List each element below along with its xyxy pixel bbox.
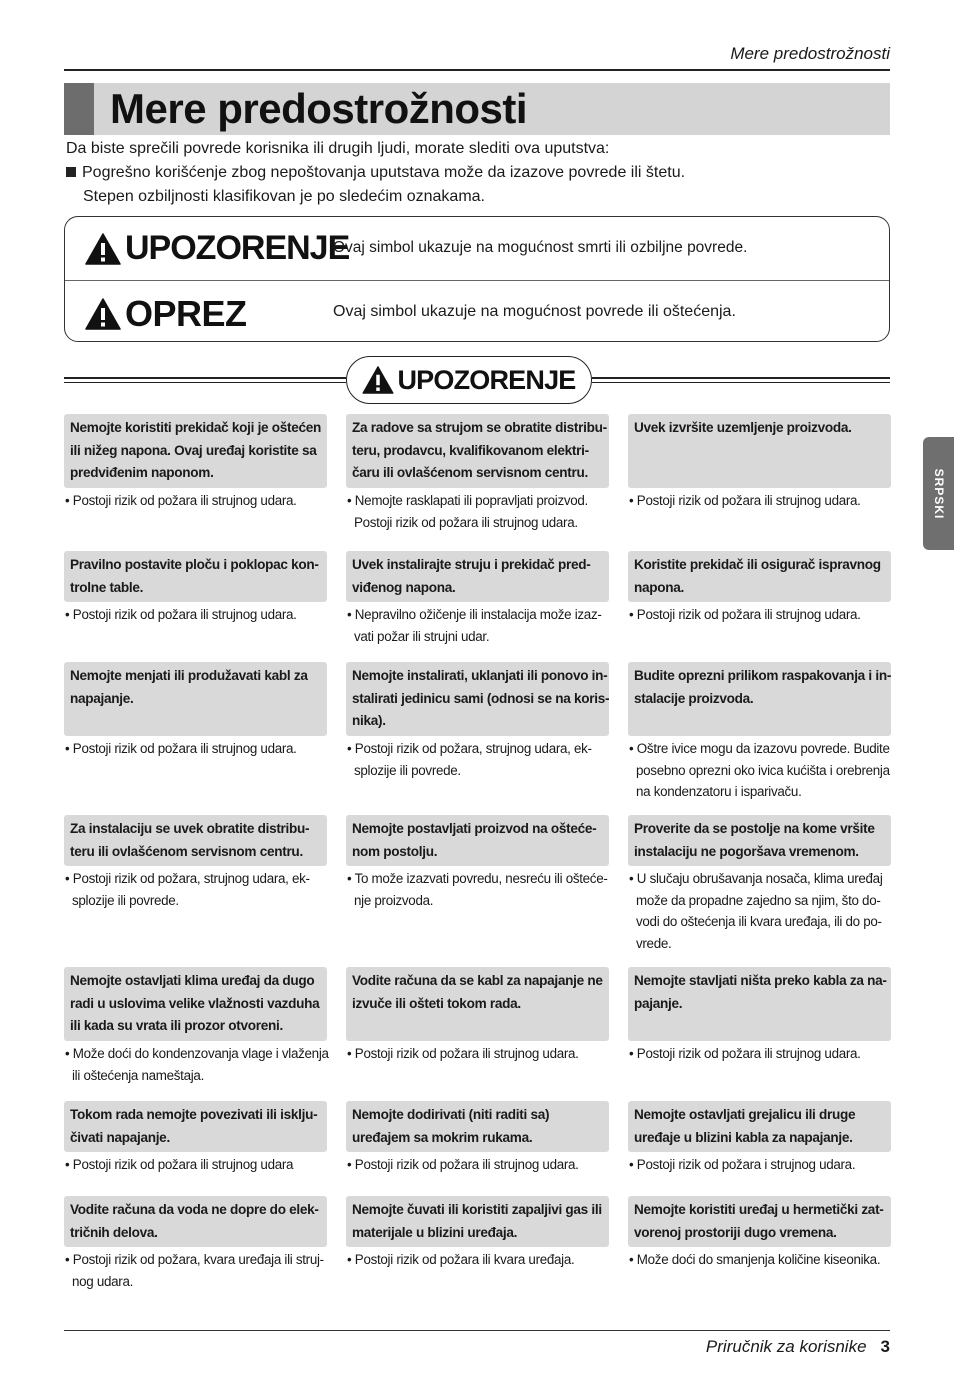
caution-description: Ovaj simbol ukazuje na mogućnost povrede ili oštećenja.	[333, 303, 736, 320]
card-note-line: • Postoji rizik od požara ili strujnog udara.	[65, 493, 297, 508]
card-note-line: Postoji rizik od požara ili strujnog udara.	[354, 514, 578, 530]
card-note	[628, 604, 891, 626]
card-heading	[628, 551, 891, 602]
caution-triangle-icon	[85, 298, 121, 330]
warning-card	[64, 662, 327, 760]
warning-card	[346, 662, 609, 781]
language-side-tab	[923, 437, 954, 550]
card-note-line: • Postoji rizik od požara ili strujnog udara.	[629, 1046, 861, 1061]
intro-line-text: Pogrešno korišćenje zbog nepoštovanja uputstava može da izazove povrede ili štetu.	[82, 164, 686, 181]
card-heading-line: nom postolju.	[352, 843, 438, 859]
card-note-line: splozije ili povrede.	[354, 762, 461, 778]
card-note	[64, 738, 327, 760]
card-note	[628, 868, 891, 954]
warning-card	[64, 1196, 327, 1292]
card-heading	[346, 551, 609, 602]
header-section-title: Mere predostrožnosti	[730, 44, 890, 63]
banner-line-left-thin	[64, 382, 346, 383]
card-note-line: na kondenzatoru i isparivaču.	[636, 784, 802, 799]
card-note-line: • Nepravilno ožičenje ili instalacija može izaz-	[347, 607, 602, 622]
page-number: 3	[880, 1337, 890, 1356]
card-heading-line: napona.	[634, 579, 685, 595]
card-heading-line: viđenog napona.	[352, 579, 456, 595]
card-heading-line: Budite oprezni prilikom raspakovanja i in-	[634, 668, 892, 683]
card-heading-line: teru, prodavcu, kvalifikovanom elektri-	[352, 442, 589, 458]
warning-card	[628, 1196, 891, 1271]
card-heading	[346, 414, 609, 488]
card-heading-line: instalaciju ne pogoršava vremenom.	[634, 843, 859, 859]
warning-label: UPOZORENJE	[125, 229, 350, 267]
card-heading-line: stalacije proizvoda.	[634, 690, 754, 706]
card-note	[628, 738, 891, 803]
card-note-line: • U slučaju obrušavanja nosača, klima uređaj	[629, 871, 883, 886]
card-heading	[628, 414, 891, 488]
card-heading-line: Nemojte postavljati proizvod na oštećе-	[352, 821, 597, 836]
card-heading-line: vorenoj prostoriji dugo vremena.	[634, 1224, 837, 1240]
card-heading-line: ili nižeg napona. Ovaj uređaj koristite sa	[70, 442, 317, 458]
card-heading-line: Nemojte menjati ili produžavati kabl za	[70, 668, 308, 683]
card-note	[346, 1043, 609, 1065]
card-heading-line: Vodite računa da voda ne dopre do elek-	[70, 1202, 319, 1217]
warning-card	[346, 551, 609, 647]
card-heading-line: Nemojte dodirivati (niti raditi sa)	[352, 1107, 550, 1122]
card-heading-line: uređajem sa mokrim rukama.	[352, 1129, 533, 1145]
title-bar	[64, 83, 890, 135]
card-note	[64, 604, 327, 626]
card-heading	[64, 551, 327, 602]
card-heading-line: Nemojte ostavljati klima uređaj da dugo	[70, 973, 315, 988]
card-heading	[346, 662, 609, 736]
card-note-line: • Nemojte rasklapati ili popravljati proizvod.	[347, 493, 588, 508]
warning-card	[346, 967, 609, 1065]
language-label: SRPSKI	[931, 468, 946, 519]
card-heading-line: Nemojte koristiti prekidač koji je oštećen	[70, 420, 322, 435]
card-heading-line: Nemojte stavljati ništa preko kabla za na-	[634, 973, 887, 988]
card-note	[64, 868, 327, 911]
card-heading-line: Uvek instalirajte struju i prekidač pred-	[352, 557, 591, 572]
card-heading-line: Proverite da se postolje na kome vršite	[634, 821, 875, 836]
card-note	[628, 490, 891, 512]
card-note	[628, 1249, 891, 1271]
warning-description: Ovaj simbol ukazuje na mogućnost smrti ili ozbiljne povrede.	[333, 239, 748, 256]
legend-row-warning	[65, 217, 889, 280]
warning-card	[628, 662, 891, 803]
card-heading	[628, 1101, 891, 1152]
card-heading-line: Tokom rada nemojte povezivati ili isklju-	[70, 1107, 318, 1122]
card-note	[346, 738, 609, 781]
card-heading-line: čaru ili ovlašćenom servisnom centru.	[352, 465, 588, 480]
card-heading	[64, 967, 327, 1041]
intro	[66, 137, 685, 209]
card-heading	[346, 815, 609, 866]
warning-card	[64, 967, 327, 1086]
footer	[706, 1337, 890, 1357]
card-heading	[628, 967, 891, 1041]
card-note-line: vodi do oštećenja ili kvara uređaja, ili do po-	[636, 914, 882, 929]
card-note-line: • Može doći do kondenzovanja vlage i vlaženja	[65, 1046, 329, 1061]
card-note	[346, 1154, 609, 1176]
card-note-line: nje proizvoda.	[354, 892, 434, 908]
card-heading	[346, 1101, 609, 1152]
card-note-line: nog udara.	[72, 1273, 134, 1289]
card-note-line: • Postoji rizik od požara ili strujnog udara.	[347, 1157, 579, 1172]
banner-line-right	[592, 377, 890, 379]
warning-card	[346, 815, 609, 911]
card-heading-line: Za instalaciju se uvek obratite distribu-	[70, 821, 310, 836]
warning-card	[346, 414, 609, 533]
card-note-line: • Postoji rizik od požara, strujnog udara, ek-	[65, 871, 310, 886]
card-heading	[346, 1196, 609, 1247]
card-note	[64, 1043, 327, 1086]
warning-card	[628, 551, 891, 626]
warning-card	[628, 414, 891, 512]
card-heading	[628, 1196, 891, 1247]
card-heading-line: radi u uslovima velike vlažnosti vazduha	[70, 995, 320, 1011]
card-heading-line: Za radove sa strujom se obratite distribu-	[352, 420, 607, 435]
card-heading-line: uređaje u blizini kabla za napajanje.	[634, 1129, 853, 1145]
legend-box	[64, 216, 890, 342]
card-heading-line: nika).	[352, 713, 386, 728]
warning-card	[346, 1196, 609, 1271]
intro-line: Stepen ozbiljnosti klasifikovan je po sledećim oznakama.	[83, 188, 485, 205]
card-note-line: • Postoji rizik od požara ili strujnog udara.	[65, 741, 297, 756]
card-note	[346, 868, 609, 911]
warning-card	[628, 815, 891, 954]
card-heading-line: stalirati jedinicu sami (odnosi se na koris-	[352, 690, 610, 706]
card-note-line: • Postoji rizik od požara ili strujnog udara.	[629, 493, 861, 508]
card-heading-line: Nemojte čuvati ili koristiti zapaljivi gas ili	[352, 1202, 602, 1217]
intro-line-bulleted	[66, 161, 685, 185]
card-note-line: posebno oprezni oko ivica kućišta i orebrenja	[636, 762, 890, 778]
card-note-line: može da propadne zajedno sa njim, što do-	[636, 892, 881, 908]
warning-card	[64, 551, 327, 626]
card-heading-line: napajanje.	[70, 690, 134, 706]
legend-row-caution	[65, 281, 889, 344]
warning-card	[64, 815, 327, 911]
banner-line-left	[64, 377, 346, 379]
caution-sign	[85, 293, 247, 335]
card-note-line: • Postoji rizik od požara ili strujnog udara.	[65, 607, 297, 622]
card-note-line: vati požar ili strujni udar.	[354, 628, 490, 644]
card-note	[346, 490, 609, 533]
card-heading-line: Nemojte koristiti uređaj u hermetički zat-	[634, 1202, 884, 1217]
card-note	[346, 604, 609, 647]
warning-card	[628, 967, 891, 1065]
footer-rule	[64, 1330, 890, 1331]
card-note-line: • Postoji rizik od požara ili strujnog udara.	[347, 1046, 579, 1061]
footer-label: Priručnik za korisnike	[705, 1337, 867, 1356]
intro-line: Da biste sprečili povrede korisnika ili drugih ljudi, morate slediti ova uputstva:	[66, 140, 610, 157]
card-note-line: • Postoji rizik od požara i strujnog udara.	[629, 1157, 856, 1172]
card-note-line: • To može izazvati povredu, nesreću ili oštećе-	[347, 871, 608, 886]
card-heading-line: teru ili ovlašćenom servisnom centru.	[70, 843, 303, 859]
card-note	[64, 490, 327, 512]
card-heading-line: materijale u blizini uređaja.	[352, 1224, 518, 1240]
square-bullet-icon	[66, 167, 76, 177]
card-heading-line: Koristite prekidač ili osigurač ispravnog	[634, 557, 881, 572]
warning-sign	[85, 229, 349, 268]
card-heading-line: Pravilno postavite ploču i poklopac kon-	[70, 557, 319, 572]
card-note	[64, 1249, 327, 1292]
card-heading	[64, 1101, 327, 1152]
warning-card	[346, 1101, 609, 1176]
warning-triangle-icon	[362, 366, 394, 394]
warning-card	[64, 1101, 327, 1176]
card-note-line: • Postoji rizik od požara, strujnog udara, ek-	[347, 741, 592, 756]
card-heading-line: izvuče ili ošteti tokom rada.	[352, 995, 521, 1011]
header-rule	[64, 69, 890, 71]
card-heading-line: trolne table.	[70, 579, 144, 595]
card-note-line: splozije ili povrede.	[72, 892, 179, 908]
card-heading	[346, 967, 609, 1041]
card-heading-line: pajanje.	[634, 995, 683, 1011]
page-title: Mere predostrožnosti	[110, 85, 528, 132]
card-heading-line: predviđenim naponom.	[70, 465, 214, 480]
card-note-line: • Postoji rizik od požara ili strujnog udara.	[629, 607, 861, 622]
card-heading-line: Nemojte instalirati, uklanjati ili ponovo in-	[352, 668, 608, 683]
card-heading	[64, 662, 327, 736]
card-note	[346, 1249, 609, 1271]
title-accent-block	[64, 83, 94, 135]
card-note-line: • Postoji rizik od požara ili kvara uređaja.	[347, 1252, 575, 1267]
card-heading	[64, 815, 327, 866]
card-note-line: • Postoji rizik od požara ili strujnog udara	[65, 1157, 294, 1172]
card-note-line: • Postoji rizik od požara, kvara uređaja ili struj-	[65, 1252, 324, 1267]
warning-card	[628, 1101, 891, 1176]
card-heading	[64, 1196, 327, 1247]
card-note-line: • Može doći do smanjenja količine kiseonika.	[629, 1252, 881, 1267]
card-note-line: ili oštećenja nameštaja.	[72, 1067, 204, 1083]
card-note-line: vrede.	[636, 935, 672, 951]
card-heading	[64, 414, 327, 488]
card-heading	[628, 815, 891, 866]
warning-card	[64, 414, 327, 512]
card-heading-line: Nemojte ostavljati grejalicu ili druge	[634, 1107, 856, 1122]
card-heading-line: čivati napajanje.	[70, 1129, 170, 1145]
card-note-line: • Oštre ivice mogu da izazovu povrede. Budite	[629, 741, 890, 756]
card-note	[628, 1154, 891, 1176]
card-heading	[628, 662, 891, 736]
card-heading-line: ili kada su vrata ili prozor otvoreni.	[70, 1018, 283, 1033]
section-banner	[346, 356, 592, 404]
warning-triangle-icon	[85, 233, 121, 265]
card-note	[628, 1043, 891, 1065]
card-heading-line: Uvek izvršite uzemljenje proizvoda.	[634, 420, 852, 435]
card-heading-line: Vodite računa da se kabl za napajanje ne	[352, 973, 603, 988]
card-note	[64, 1154, 327, 1176]
card-heading-line: tričnih delova.	[70, 1224, 158, 1240]
banner-line-right-thin	[592, 382, 890, 383]
section-banner-label: UPOZORENJE	[397, 364, 576, 395]
caution-label: OPREZ	[125, 293, 247, 334]
